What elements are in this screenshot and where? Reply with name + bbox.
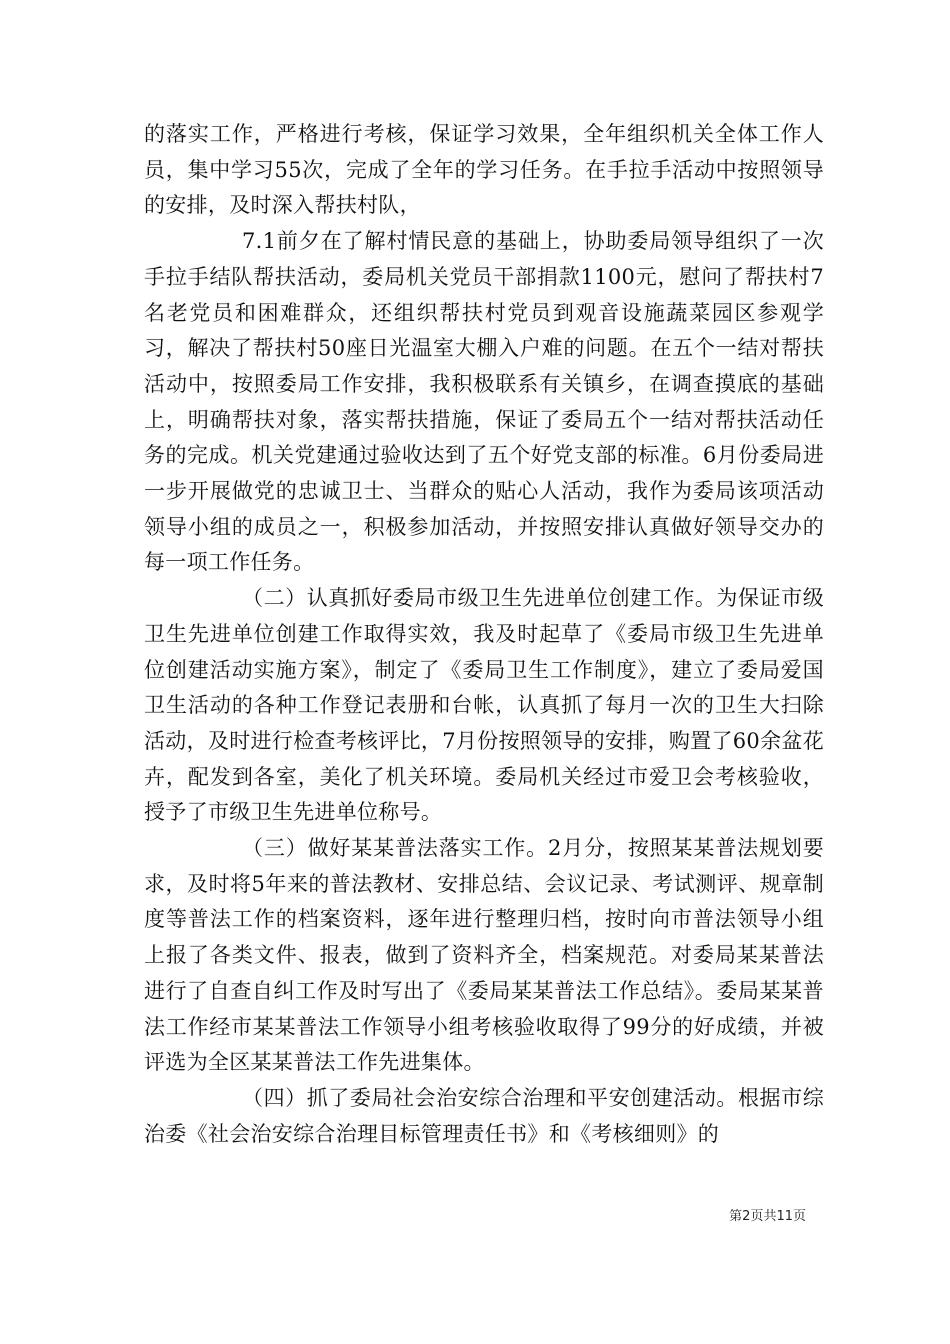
paragraph-sanitation: （二）认真抓好委局市级卫生先进单位创建工作。为保证市级卫生先进单位创建工作取得实效，我及时起草了《委局市级卫生先进单位创建活动实施方案》，制定了《委局卫生工作制度》，建立了委局爱国卫生活动的各种工作登记表册和台帐，认真抓了每月一次的卫生大扫除活动，及时进行检查考核评比，7月份按照领导的安排，购置了60余盆花卉，配发到各室，美化了机关环境。委局机关经过市爱卫会考核验收，授予了市级卫生先进单位称号。 (144, 586, 824, 825)
paragraph-legal-education: （三）做好某某普法落实工作。2月分，按照某某普法规划要求，及时将5年来的普法教材、安排总结、会议记录、考试测评、规章制度等普法工作的档案资料，逐年进行整理归档，按时向市普法领导小组上报了各类文件、报表，做到了资料齐全，档案规范。对委局某某普法进行了自查自纠工作及时写出了《委局某某普法工作总结》。委局某某普法工作经市某某普法工作领导小组考核验收取得了99分的好成绩，并被评选为全区某某普法工作先进集体。 (144, 836, 824, 1075)
paragraph-continuation: 的落实工作，严格进行考核，保证学习效果，全年组织机关全体工作人员，集中学习55次，完成了全年的学习任务。在手拉手活动中按照领导的安排，及时深入帮扶村队， (144, 122, 824, 218)
page-number: 第2页共11页 (729, 1209, 806, 1224)
paragraph-party-building: 7.1前夕在了解村情民意的基础上，协助委局领导组织了一次手拉手结队帮扶活动，委局机关党员干部捐款1100元，慰问了帮扶村7名老党员和困难群众，还组织帮扶村党员到观音设施蔬菜园区参观学习，解决了帮扶村50座日光温室大棚入户难的问题。在五个一结对帮扶活动中，按照委局工作安排，我积极联系有关镇乡，在调查摸底的基础上，明确帮扶对象，落实帮扶措施，保证了委局五个一结对帮扶活动任务的完成。机关党建通过验收达到了五个好党支部的标准。6月份委局进一步开展做党的忠诚卫士、当群众的贴心人活动，我作为委局该项活动领导小组的成员之一，积极参加活动，并按照安排认真做好领导交办的每一项工作任务。 (144, 229, 824, 575)
body-text (144, 117, 824, 1152)
paragraph-public-security: （四）抓了委局社会治安综合治理和平安创建活动。根据市综治委《社会治安综合治理目标管理责任书》和《考核细则》的 (144, 1085, 824, 1146)
